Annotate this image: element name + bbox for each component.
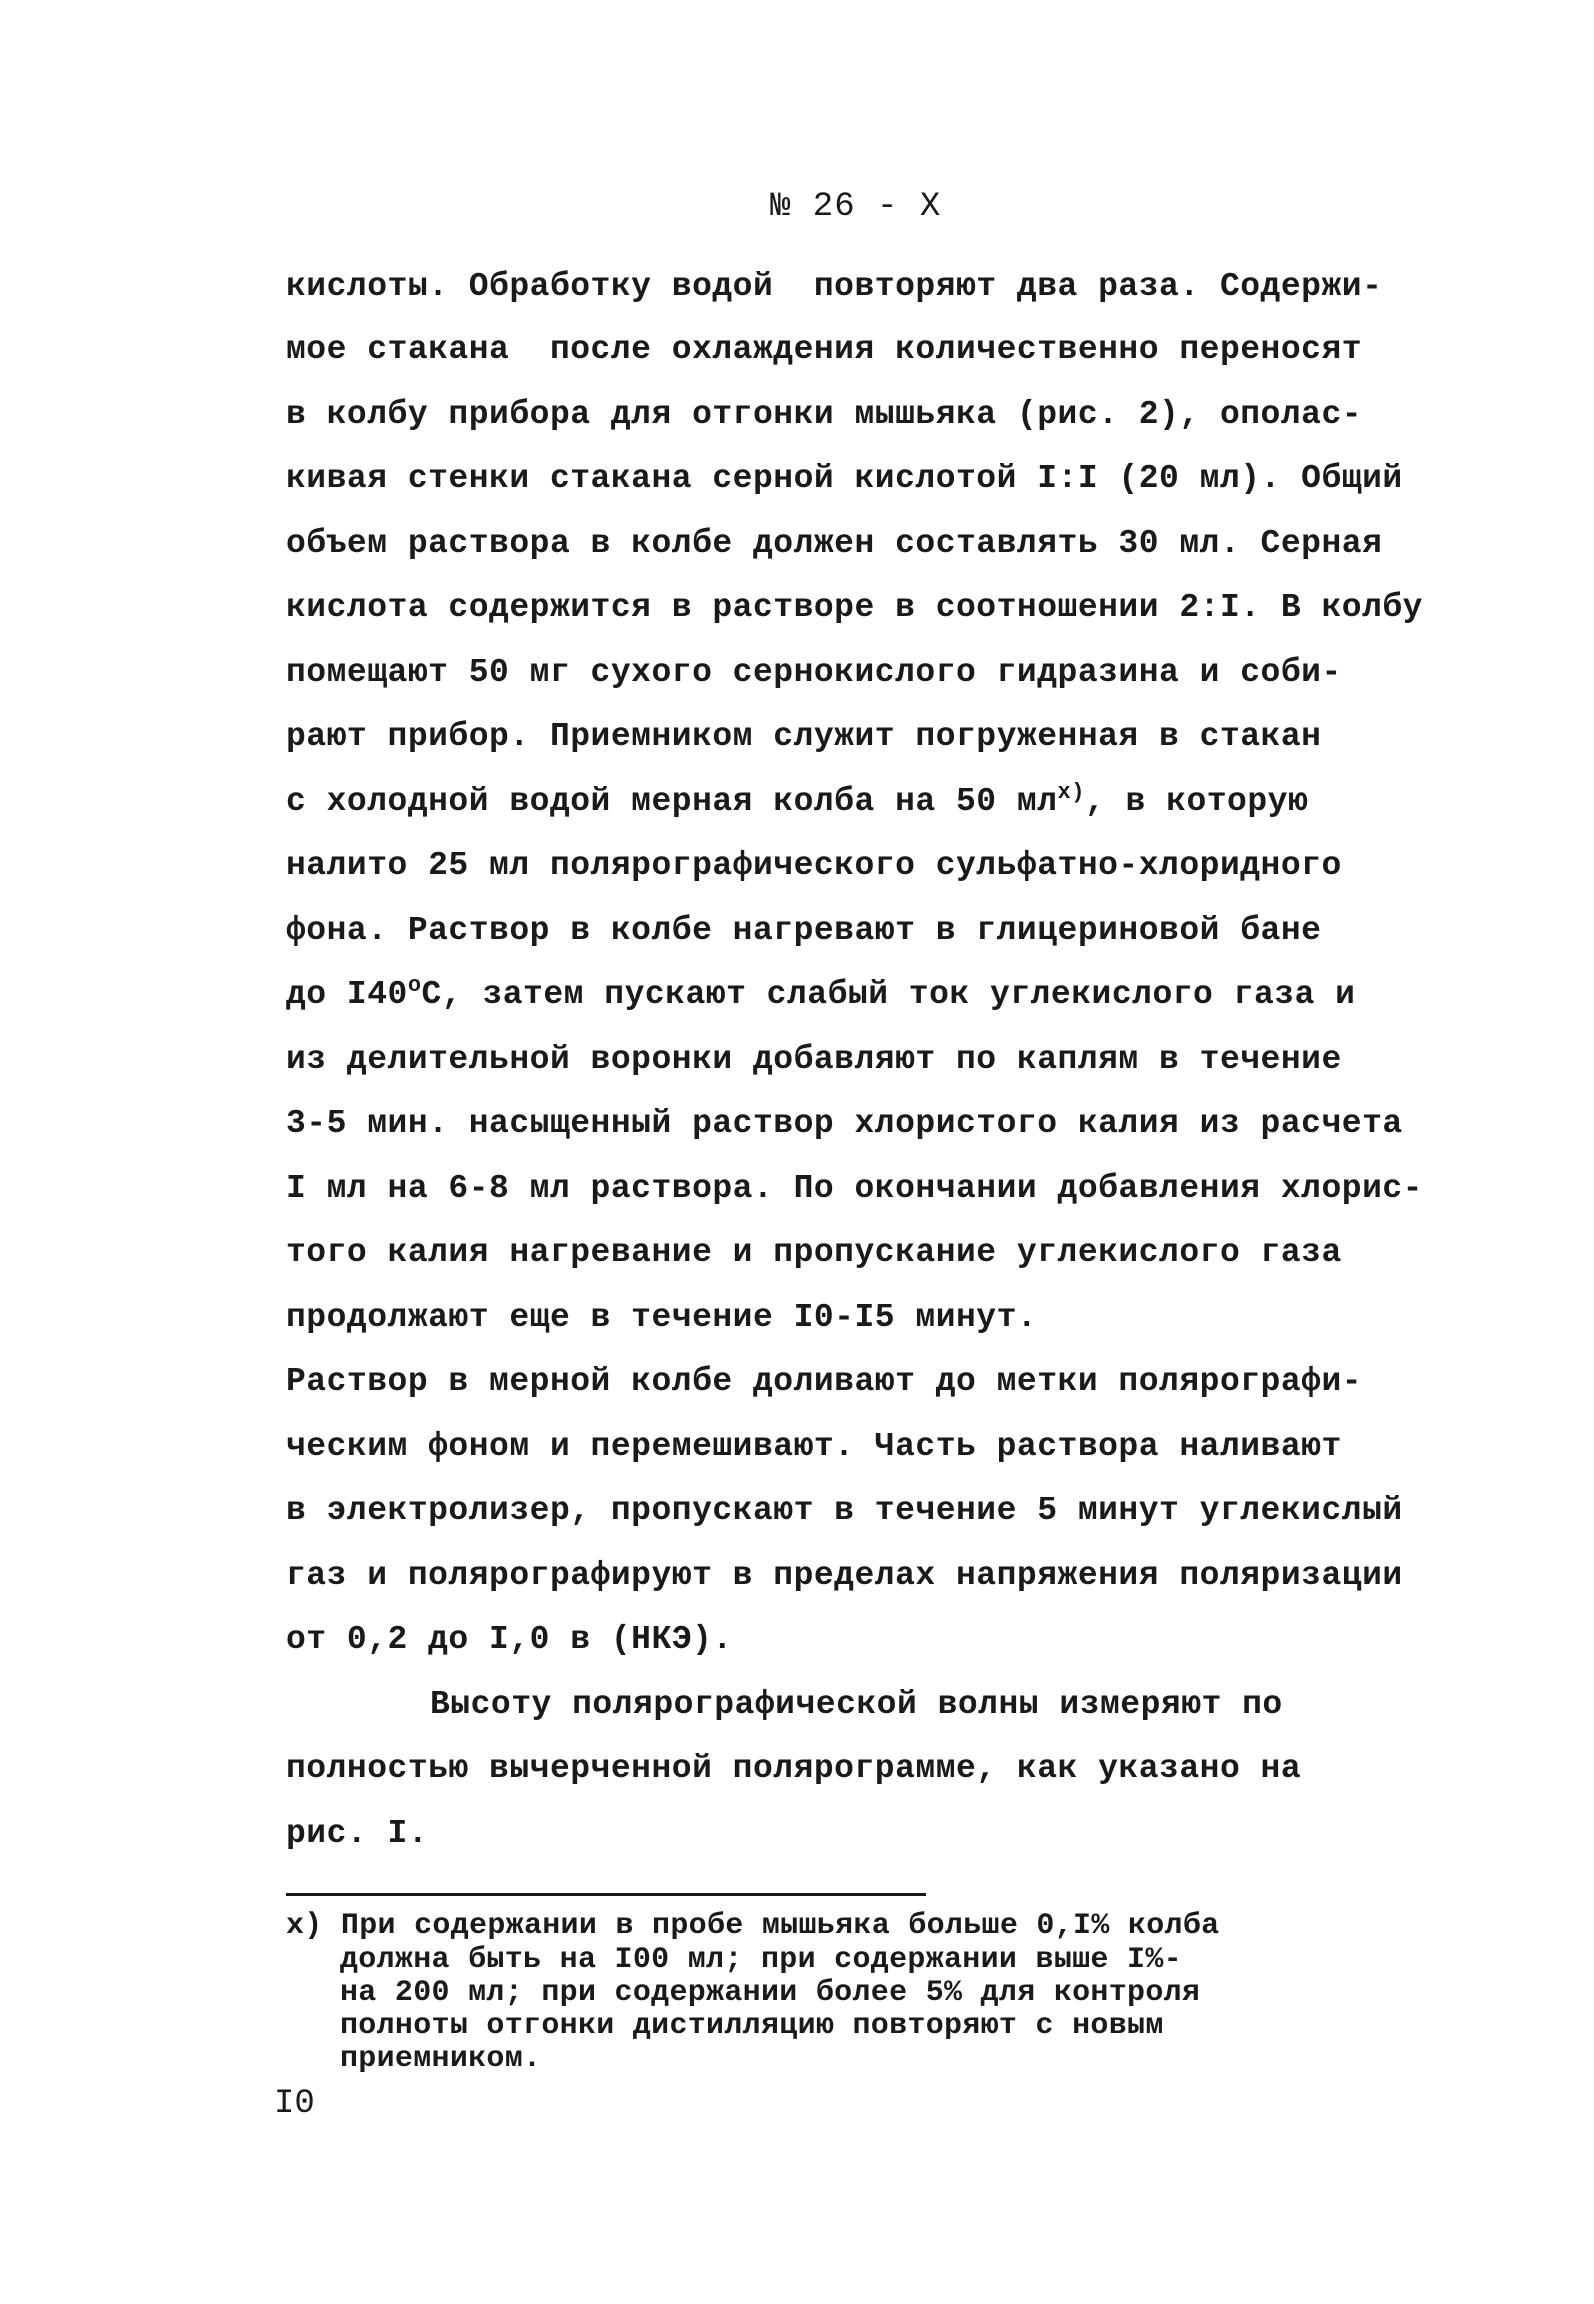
footnote-divider bbox=[286, 1893, 926, 1896]
body-line: рают прибор. Приемником служит погруженная в стакан bbox=[286, 718, 1322, 755]
body-line: кивая стенки стакана серной кислотой I:I (20 мл). Общий bbox=[286, 460, 1403, 497]
flask-text-end: , в которую bbox=[1084, 783, 1309, 820]
body-line: в электролизер, пропускают в течение 5 минут углекислый bbox=[286, 1492, 1403, 1529]
body-line: продолжают еще в течение I0-I5 минут. bbox=[286, 1299, 1038, 1336]
body-line-heat bbox=[286, 973, 1356, 1013]
body-line: налито 25 мл полярографического сульфатно-хлоридного bbox=[286, 847, 1342, 884]
footnote-marker: х) bbox=[1057, 780, 1085, 805]
footnote-line: приемником. bbox=[340, 2042, 542, 2076]
body-line: I мл на 6-8 мл раствора. По окончании добавления хлорис- bbox=[286, 1170, 1423, 1207]
body-line: помещают 50 мг сухого сернокислого гидразина и соби- bbox=[286, 654, 1342, 691]
body-line: из делительной воронки добавляют по каплям в течение bbox=[286, 1041, 1342, 1078]
degree-sign: о bbox=[407, 973, 422, 998]
body-line: фона. Раствор в колбе нагревают в глицериновой бане bbox=[286, 912, 1322, 949]
body-line: мое стакана после охлаждения количественно переносят bbox=[286, 331, 1363, 368]
heat-text: до I40 bbox=[286, 976, 408, 1013]
footnote-line: х) При содержании в пробе мышьяка больше 0,I% колба bbox=[286, 1909, 1220, 1943]
body-line: от 0,2 до I,0 в (НКЭ). bbox=[286, 1621, 733, 1658]
page-number: I0 bbox=[274, 2085, 315, 2123]
body-line: в колбу прибора для отгонки мышьяка (рис. 2), ополас- bbox=[286, 396, 1363, 433]
body-line: полностью вычерченной полярограмме, как указано на bbox=[286, 1750, 1302, 1787]
body-line: кислота содержится в растворе в соотношении 2:I. В колбу bbox=[286, 589, 1423, 626]
body-line: Высоту полярографической волны измеряют по bbox=[430, 1686, 1283, 1723]
body-line: газ и полярографируют в пределах напряжения поляризации bbox=[286, 1557, 1403, 1594]
footnote-line: полноты отгонки дистилляцию повторяют с новым bbox=[340, 2009, 1164, 2043]
body-line: того калия нагревание и пропускание углекислого газа bbox=[286, 1234, 1342, 1271]
body-line-flask bbox=[286, 780, 1309, 820]
body-line: 3-5 мин. насыщенный раствор хлористого калия из расчета bbox=[286, 1105, 1403, 1142]
footnote-line: на 200 мл; при содержании более 5% для контроля bbox=[340, 1976, 1201, 2010]
heat-text-end: С, затем пускают слабый ток углекислого газа и bbox=[421, 976, 1356, 1013]
body-line: рис. I. bbox=[286, 1815, 429, 1852]
body-line: ческим фоном и перемешивают. Часть раствора наливают bbox=[286, 1428, 1342, 1465]
flask-text: с холодной водой мерная колба на 50 мл bbox=[286, 783, 1058, 820]
footnote-line: должна быть на I00 мл; при содержании выше I%- bbox=[340, 1943, 1182, 1977]
body-line: кислоты. Обработку водой повторяют два раза. Содержи- bbox=[286, 268, 1383, 305]
body-line: объем раствора в колбе должен составлять 30 мл. Серная bbox=[286, 525, 1383, 562]
body-line: Раствор в мерной колбе доливают до метки полярографи- bbox=[286, 1363, 1363, 1400]
page-header: № 26 - X bbox=[770, 188, 942, 226]
